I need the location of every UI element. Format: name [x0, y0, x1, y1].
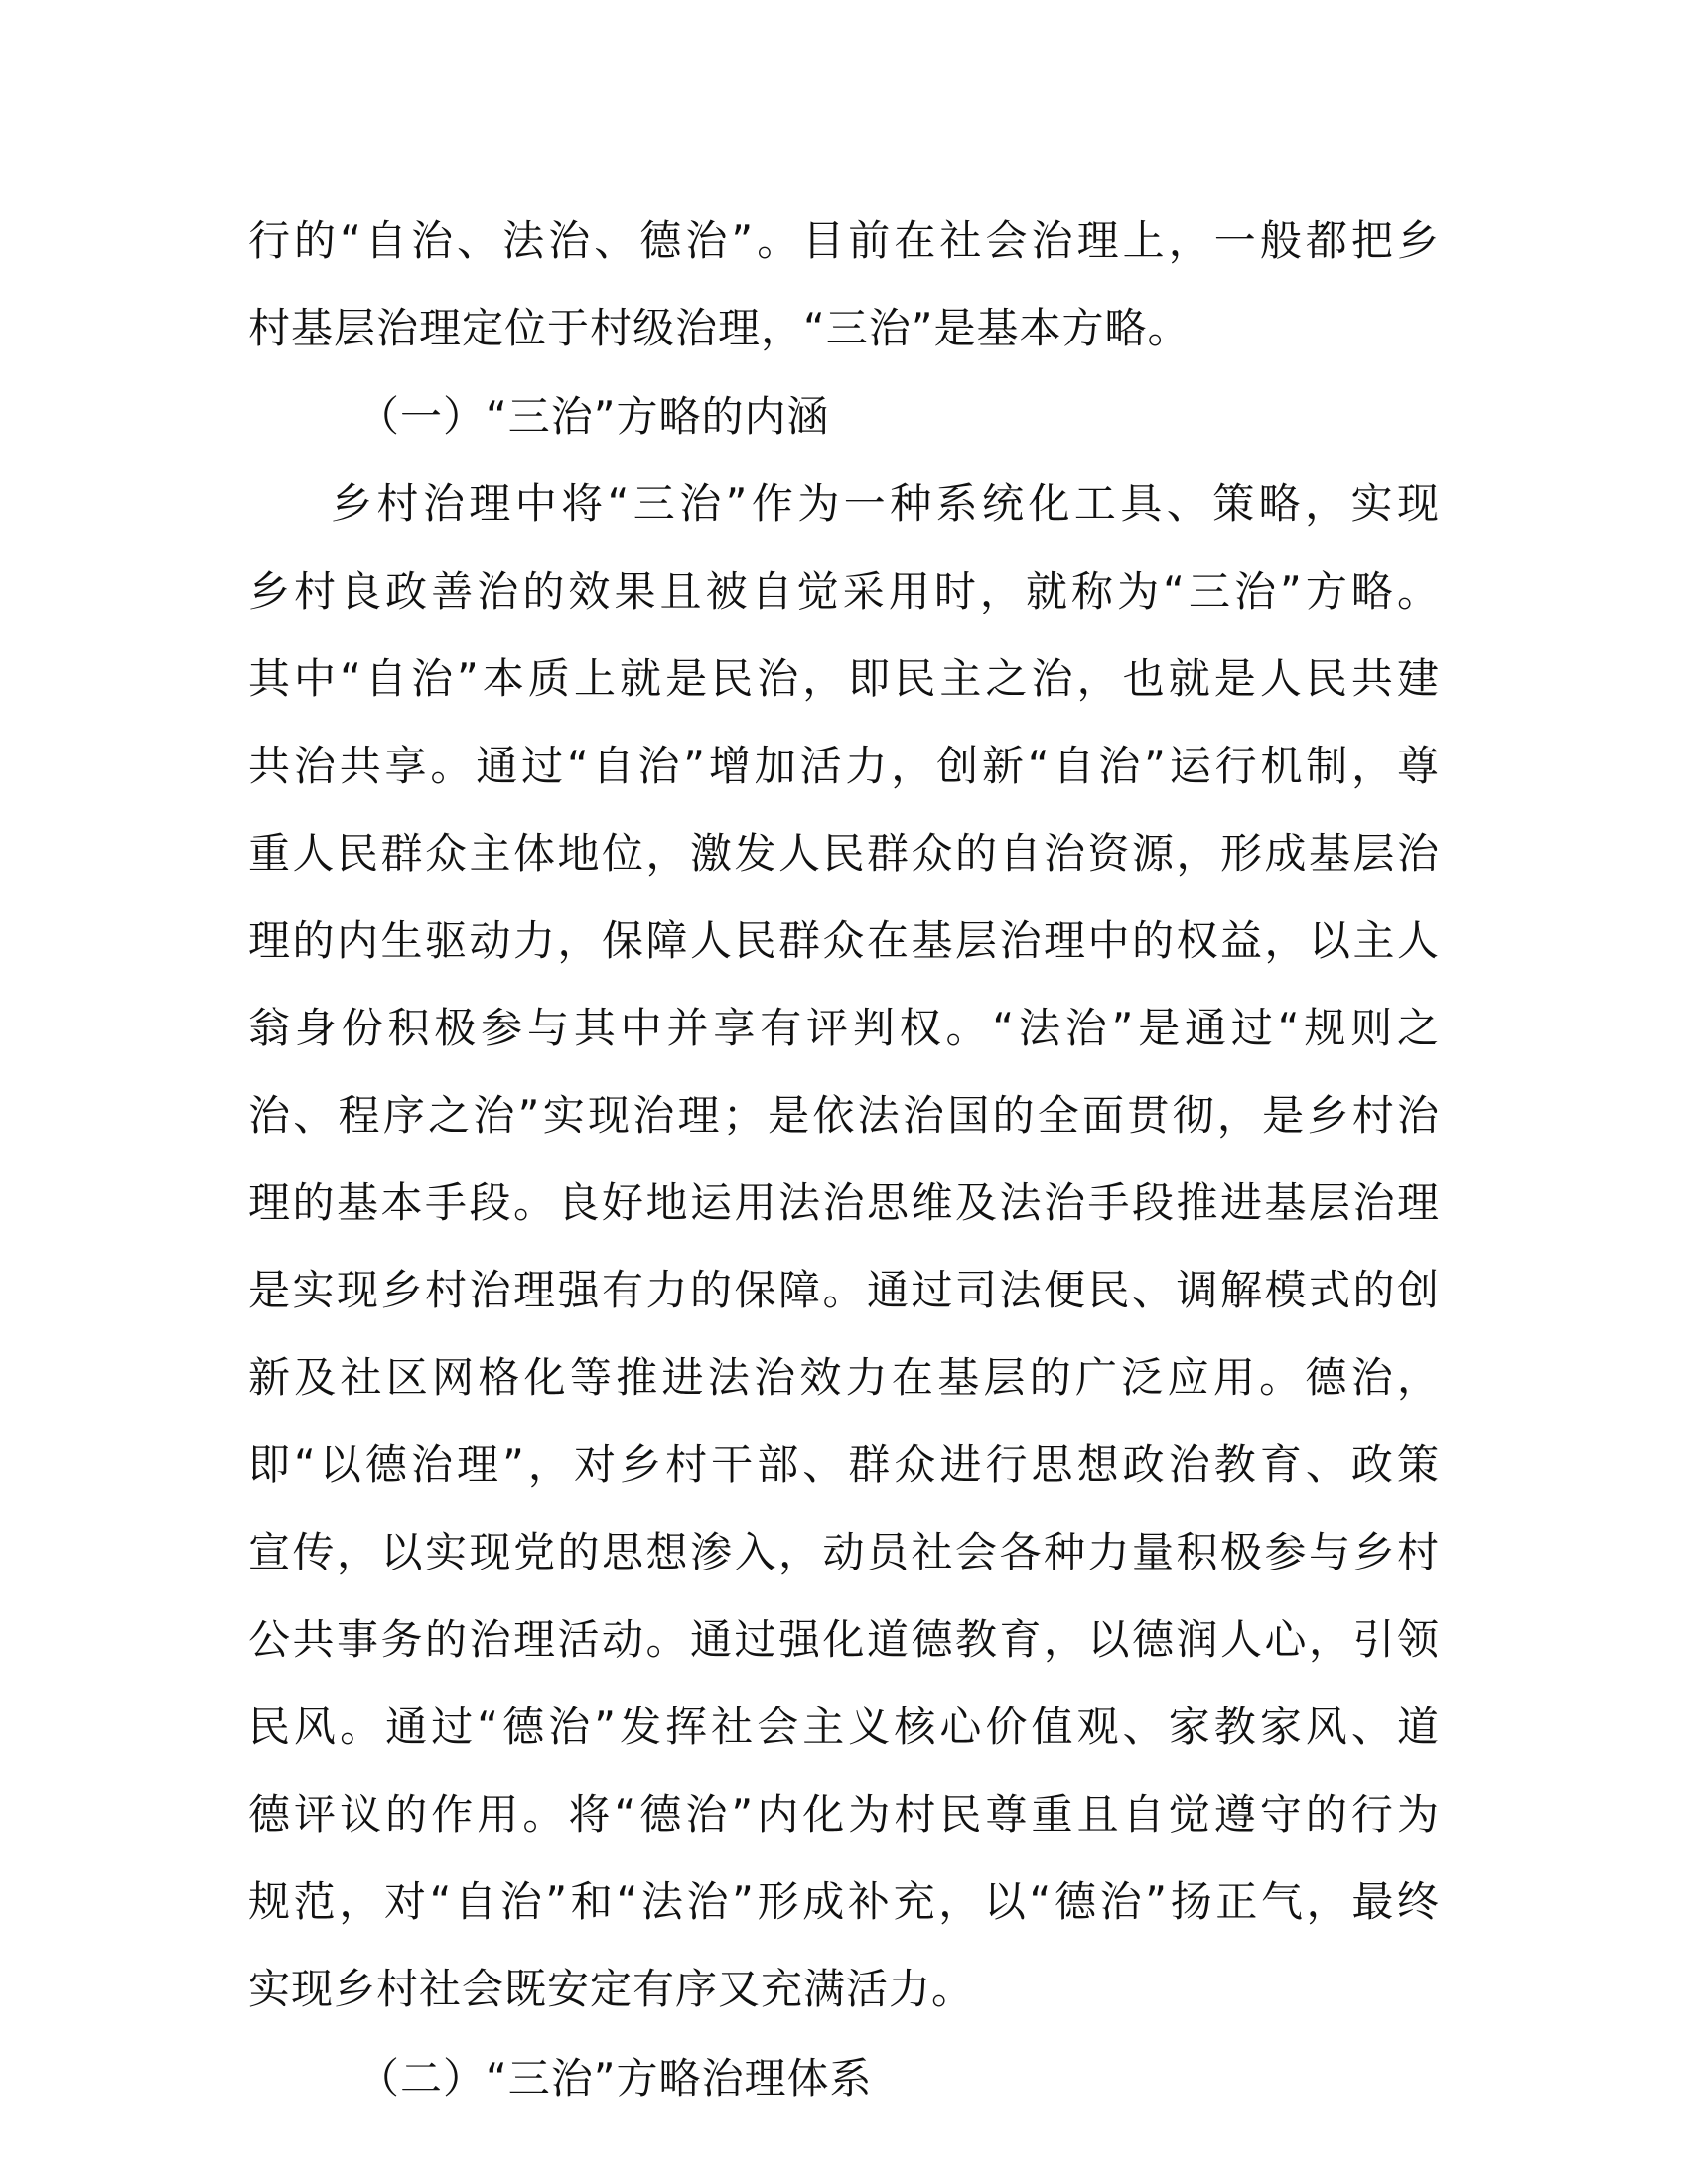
- paragraph-line: 行的“自治、法治、德治”。目前在社会治理上，一般都把乡: [248, 216, 1440, 265]
- paragraph-line: 民风。通过“德治”发挥社会主义核心价值观、家教家风、道: [248, 1703, 1440, 1751]
- paragraph-line: 村基层治理定位于村级治理，“三治”是基本方略。: [248, 304, 1191, 352]
- paragraph-line: 共治共享。通过“自治”增加活力，创新“自治”运行机制，尊: [248, 742, 1440, 790]
- paragraph-line: 其中“自治”本质上就是民治，即民主之治，也就是人民共建: [248, 654, 1440, 703]
- paragraph-line: 翁身份积极参与其中并享有评判权。“法治”是通过“规则之: [248, 1004, 1440, 1052]
- paragraph-line: 是实现乡村治理强有力的保障。通过司法便民、调解模式的创: [248, 1266, 1440, 1314]
- paragraph-line: 乡村治理中将“三治”作为一种系统化工具、策略，实现: [331, 479, 1440, 528]
- paragraph-line: 公共事务的治理活动。通过强化道德教育，以德润人心，引领: [248, 1615, 1440, 1664]
- section-heading-2: （二）“三治”方略治理体系: [357, 2054, 873, 2103]
- paragraph-line: 德评议的作用。将“德治”内化为村民尊重且自觉遵守的行为: [248, 1790, 1440, 1839]
- paragraph-line: 治、程序之治”实现治理；是依法治国的全面贯彻，是乡村治: [248, 1091, 1440, 1140]
- paragraph-line: 重人民群众主体地位，激发人民群众的自治资源，形成基层治: [248, 829, 1440, 878]
- paragraph-line: 即“以德治理”，对乡村干部、群众进行思想政治教育、政策: [248, 1440, 1440, 1489]
- paragraph-line: 新及社区网格化等推进法治效力在基层的广泛应用。德治，: [248, 1353, 1440, 1402]
- paragraph-line: 规范，对“自治”和“法治”形成补充，以“德治”扬正气，最终: [248, 1877, 1440, 1926]
- paragraph-line: 理的基本手段。良好地运用法治思维及法治手段推进基层治理: [248, 1178, 1440, 1227]
- paragraph-line: 宣传，以实现党的思想渗入，动员社会各种力量积极参与乡村: [248, 1528, 1440, 1576]
- section-heading-1: （一）“三治”方略的内涵: [357, 392, 830, 441]
- paragraph-line: 实现乡村社会既安定有序又充满活力。: [248, 1965, 975, 2013]
- paragraph-line: 乡村良政善治的效果且被自觉采用时，就称为“三治”方略。: [248, 567, 1440, 615]
- paragraph-line: 理的内生驱动力，保障人民群众在基层治理中的权益，以主人: [248, 916, 1440, 965]
